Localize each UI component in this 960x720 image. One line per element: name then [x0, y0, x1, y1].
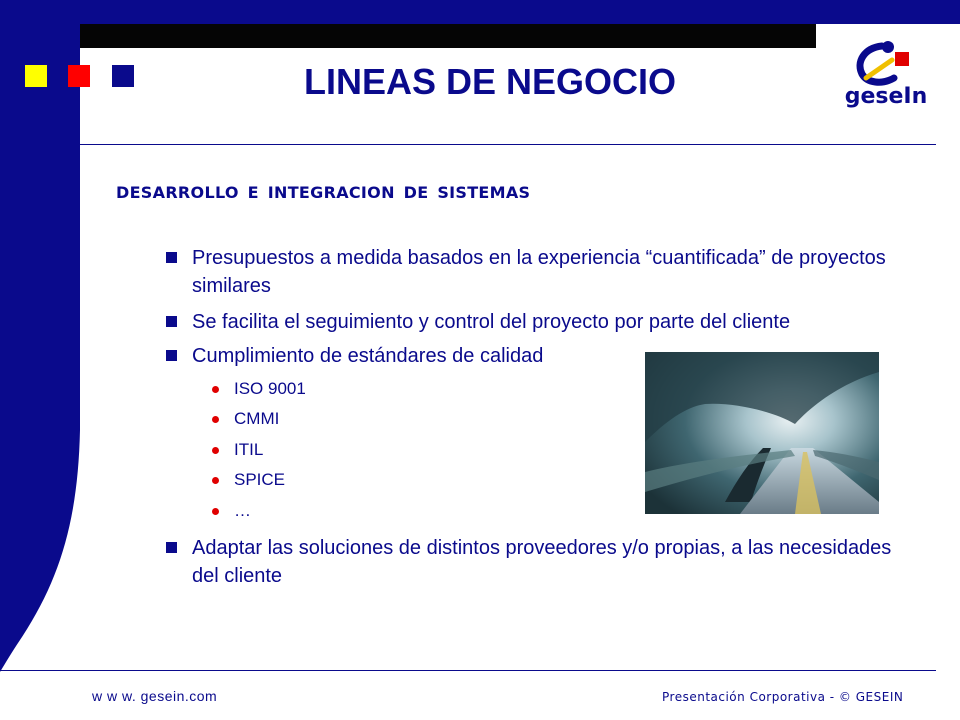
red-square-decoration	[68, 65, 90, 87]
sub-bullet-text: …	[234, 501, 251, 520]
left-navy-curve	[0, 0, 120, 720]
sub-bullet-text: CMMI	[234, 409, 280, 428]
section-heading: DESARROLLO E INTEGRACION DE SISTEMAS	[116, 183, 531, 202]
square-bullet-icon	[166, 316, 177, 327]
top-black-bar	[0, 24, 816, 48]
page-title: LINEAS DE NEGOCIO	[303, 61, 677, 102]
road-tree-photo	[645, 352, 879, 514]
red-dot-bullet-icon	[212, 416, 219, 423]
blue-square-decoration	[112, 65, 134, 87]
bullet-item	[166, 342, 636, 372]
bullet-text: Adaptar las soluciones de distintos proveedores y/o propias, a las necesidades del cliente	[192, 537, 892, 587]
sub-bullet-text: ITIL	[234, 440, 264, 459]
footer-website: w w w. gesein.com	[92, 688, 218, 704]
red-dot-bullet-icon	[212, 508, 219, 515]
red-dot-bullet-icon	[212, 386, 219, 393]
sub-bullet-text: SPICE	[234, 470, 286, 489]
logo-wordmark: geseIn	[844, 84, 928, 109]
bullet-text: Presupuestos a medida basados en la experiencia “cuantificada” de proyectos similares	[192, 247, 886, 297]
red-dot-bullet-icon	[212, 447, 219, 454]
red-dot-bullet-icon	[212, 477, 219, 484]
bullet-item	[166, 534, 916, 594]
footer-divider	[0, 670, 936, 671]
footer-copyright: Presentación Corporativa - © GESEIN	[662, 690, 904, 704]
top-navy-bar	[0, 0, 960, 24]
bullet-text: Se facilita el seguimiento y control del proyecto por parte del cliente	[192, 311, 791, 333]
square-bullet-icon	[166, 252, 177, 263]
header-divider	[80, 144, 936, 145]
square-bullet-icon	[166, 542, 177, 553]
sub-bullet-text: ISO 9001	[234, 379, 306, 398]
square-bullet-icon	[166, 350, 177, 361]
bullet-item	[166, 244, 916, 304]
bullet-text: Cumplimiento de estándares de calidad	[192, 345, 544, 367]
bullet-item	[166, 308, 916, 338]
yellow-square-decoration	[25, 65, 47, 87]
